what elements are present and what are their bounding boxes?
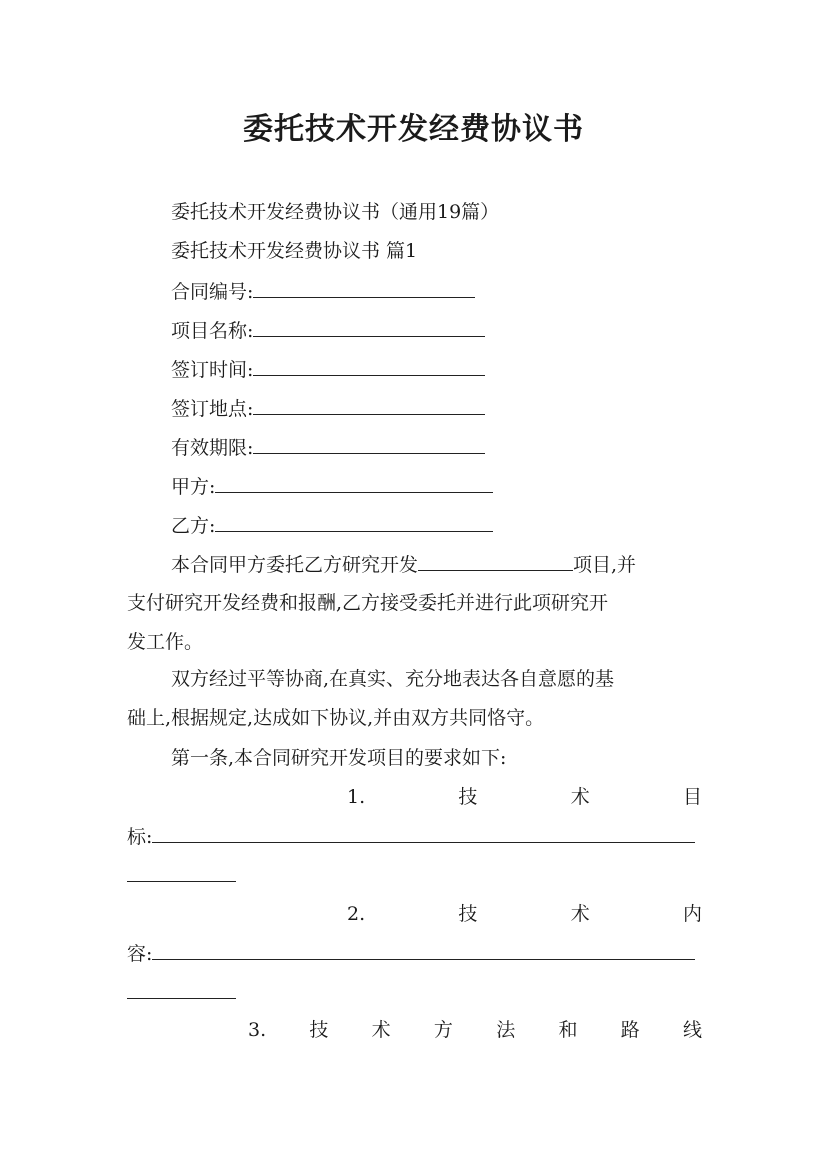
item-3-heading (248, 1018, 702, 1042)
field-label: 项目名称: (171, 320, 254, 342)
item-char: 线 (682, 1019, 702, 1041)
item-label: 容: (127, 943, 153, 965)
blank-line (127, 863, 236, 882)
item-char: 技 (309, 1019, 329, 1041)
item-number: 1. (347, 786, 366, 808)
field-label: 有效期限: (171, 437, 254, 459)
field-signing-place (171, 396, 702, 421)
item-char: 技 (458, 903, 478, 925)
item-char: 内 (682, 903, 702, 925)
section-heading: 委托技术开发经费协议书 篇1 (171, 240, 418, 262)
blank-line (253, 357, 485, 376)
item-2-heading (347, 902, 702, 926)
blank-line (253, 435, 485, 454)
item-label: 标: (127, 826, 153, 848)
document-title: 委托技术开发经费协议书 (243, 112, 584, 147)
item-char: 目 (682, 786, 702, 808)
item-char: 术 (371, 1019, 391, 1041)
item-1-blank-line (127, 824, 702, 849)
item-2-blank-continuation (127, 980, 702, 1005)
paragraph-text: 本合同甲方委托乙方研究开发 (171, 554, 419, 576)
item-2-blank-line (127, 941, 702, 966)
item-1-heading (347, 785, 702, 809)
item-char: 法 (496, 1019, 516, 1041)
field-label: 乙方: (171, 515, 216, 537)
field-project-name (171, 318, 702, 343)
paragraph-1-line-2: 支付研究开发经费和报酬,乙方接受委托并进行此项研究开 (127, 592, 609, 614)
blank-line (253, 279, 475, 298)
blank-line (127, 980, 236, 999)
field-label: 签订时间: (171, 359, 254, 381)
blank-line (253, 396, 485, 415)
field-party-b (171, 513, 702, 538)
item-char: 方 (433, 1019, 453, 1041)
item-char: 术 (570, 903, 590, 925)
subtitle-line: 委托技术开发经费协议书（通用19篇） (171, 201, 500, 223)
paragraph-1-line-1 (171, 552, 702, 577)
field-validity-period (171, 435, 702, 460)
item-char: 技 (458, 786, 478, 808)
item-char: 路 (620, 1019, 640, 1041)
field-label: 合同编号: (171, 281, 254, 303)
paragraph-2-line-1: 双方经过平等协商,在真实、充分地表达各自意愿的基 (171, 668, 615, 690)
field-party-a (171, 474, 702, 499)
item-number: 2. (347, 903, 366, 925)
paragraph-2-line-2: 础上,根据规定,达成如下协议,并由双方共同恪守。 (127, 707, 545, 729)
blank-line (418, 552, 573, 571)
field-label: 甲方: (171, 476, 216, 498)
item-char: 术 (570, 786, 590, 808)
field-signing-time (171, 357, 702, 382)
item-number: 3. (248, 1019, 267, 1041)
item-1-blank-continuation (127, 863, 702, 888)
item-char: 和 (558, 1019, 578, 1041)
field-contract-number (171, 279, 702, 304)
blank-line (215, 474, 493, 493)
paragraph-text: 项目,并 (573, 554, 637, 576)
blank-line (253, 318, 485, 337)
paragraph-1-line-3: 发工作。 (127, 631, 204, 653)
article-1-heading: 第一条,本合同研究开发项目的要求如下: (171, 747, 507, 769)
blank-line (152, 824, 695, 843)
blank-line (215, 513, 493, 532)
blank-line (152, 941, 695, 960)
field-label: 签订地点: (171, 398, 254, 420)
